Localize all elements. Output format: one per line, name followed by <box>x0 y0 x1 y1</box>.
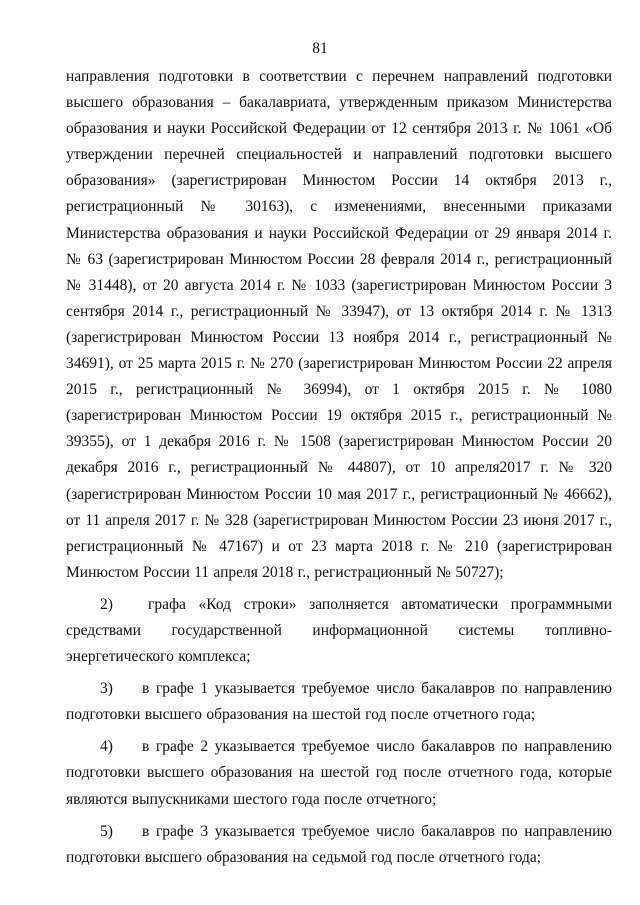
document-body <box>66 64 612 871</box>
list-item-number: 2) <box>100 595 113 613</box>
list-item-4 <box>66 734 612 812</box>
list-item-number: 4) <box>100 738 113 756</box>
list-item-number: 3) <box>100 680 113 698</box>
list-item-3 <box>66 676 612 728</box>
list-item-text: в графе 3 указывается требуемое число бакалавров по направлению подготовки высшего образования на седьмой год после отчетного года; <box>66 822 612 866</box>
list-item-2 <box>66 592 612 670</box>
list-item-number: 5) <box>100 822 113 840</box>
page-number: 81 <box>312 40 328 57</box>
intro-paragraph: направления подготовки в соответствии с перечнем направлений подготовки высшего образования – бакалавриата, утвержденным приказом Министерства образования и науки Российской Федерации от 12 сентября 2013 г. № 1061 «Об утверждении перечней специальностей и направлений подготовки высшего образования» (зарегистрирован Минюстом России 14 октября 2013 г., регистрационный № 30163), с изменениями, внесенными приказами Министерства образования и науки Российской Федерации от 29 января 2014 г. № 63 (зарегистрирован Минюстом России 28 февраля 2014 г., регистрационный № 31448), от 20 августа 2014 г. № 1033 (зарегистрирован Минюстом России 3 сентября 2014 г., регистрационный № 33947), от 13 октября 2014 г. № 1313 (зарегистрирован Минюстом России 13 ноября 2014 г., регистрационный № 34691), от 25 марта 2015 г. № 270 (зарегистрирован Минюстом России 22 апреля 2015 г., регистрационный № 36994), от 1 октября 2015 г. № 1080 (зарегистрирован Минюстом России 19 октября 2015 г., регистрационный № 39355), от 1 декабря 2016 г. № 1508 (зарегистрирован Минюстом России 20 декабря 2016 г., регистрационный № 44807), от 10 апреля2017 г. № 320 (зарегистрирован Минюстом России 10 мая 2017 г., регистрационный № 46662), от 11 апреля 2017 г. № 328 (зарегистрирован Минюстом России 23 июня 2017 г., регистрационный № 47167) и от 23 марта 2018 г. № 210 (зарегистрирован Минюстом России 11 апреля 2018 г., регистрационный № 50727); <box>66 68 612 581</box>
list-item-text: в графе 2 указывается требуемое число бакалавров по направлению подготовки высшего образования на шестой год после отчетного года, которые являются выпускниками шестого года после отчетного; <box>66 738 612 808</box>
list-item-text: в графе 1 указывается требуемое число бакалавров по направлению подготовки высшего образования на шестой год после отчетного года; <box>66 680 612 724</box>
list-item-5 <box>66 819 612 871</box>
list-item-text: графа «Код строки» заполняется автоматически программными средствами государственной информационной системы топливно-энергетического комплекса; <box>66 595 612 666</box>
